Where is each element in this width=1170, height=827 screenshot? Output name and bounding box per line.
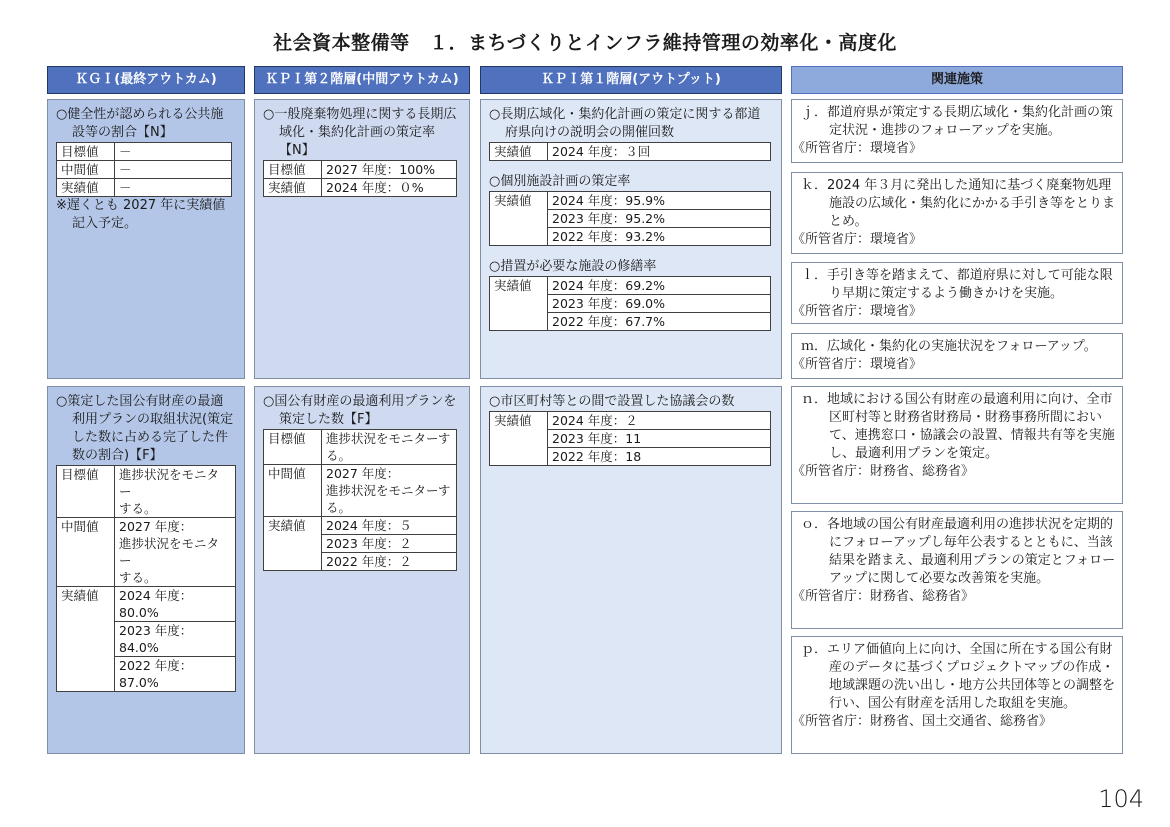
table-row — [264, 179, 457, 197]
related-measure-l — [791, 262, 1123, 324]
value-line: 進捗状況をモニターす — [326, 431, 451, 446]
related-measure-j — [791, 99, 1123, 163]
table-value: 2023 年度：２ — [322, 535, 457, 553]
row1-kpi1-item2-text: ○個別施設計画の策定率 — [489, 174, 631, 189]
row2-kgi-text: ○策定した国公有財産の最適利用プランの取組状況(策定した数に占める完了した件数の割合)【F】 — [56, 394, 234, 463]
value-line: する。 — [119, 570, 157, 585]
row2-kpi2-text: ○国公有財産の最適利用プランを策定した数【F】 — [263, 394, 457, 427]
row1-kpi1-item3-table — [489, 276, 771, 331]
related-measure-ministry: 《所管省庁：環境省》 — [792, 304, 923, 319]
row2-kpi1-table — [489, 411, 771, 466]
related-measure-n — [791, 386, 1123, 504]
table-row — [490, 143, 771, 161]
table-value: 2022 年度：93.2% — [548, 228, 771, 246]
table-row — [57, 161, 232, 179]
row1-kgi-note: ※遅くとも 2027 年に実績値記入予定。 — [56, 198, 226, 231]
row2-kpi1-text: ○市区町村等との間で設置した協議会の数 — [489, 394, 735, 409]
table-label: 実績値 — [490, 412, 548, 466]
value-line: 進捗状況をモニターす — [326, 483, 451, 498]
table-row — [264, 517, 457, 535]
related-measure-ministry: 《所管省庁：財務省、国土交通省、総務省》 — [792, 714, 1053, 729]
page-title: 社会資本整備等 １．まちづくりとインフラ維持管理の効率化・高度化 — [273, 32, 897, 54]
row2-kpi1-cell — [480, 386, 782, 754]
row1-kpi2-text: ○一般廃棄物処理に関する長期広域化・集約化計画の策定率【N】 — [263, 107, 457, 158]
value-line: 2027 年度： — [119, 519, 193, 534]
table-value — [115, 587, 236, 622]
related-measure-text: ｐ．エリア価値向上に向け、全国に所在する国公有財産のデータに基づくプロジェクトマップの作成・地域課題の洗い出し・地方公共団体等との調整を行い、国公有財産を活用した取組を実施。 — [801, 642, 1116, 711]
row2-kpi2-cell — [254, 386, 470, 754]
table-row — [57, 143, 232, 161]
table-label: 実績値 — [57, 587, 115, 692]
related-measure-ministry: 《所管省庁：環境省》 — [792, 357, 923, 372]
related-measure-o — [791, 511, 1123, 629]
table-label: 実績値 — [490, 277, 548, 331]
table-value: 2024 年度：２ — [548, 412, 771, 430]
table-value — [322, 430, 457, 465]
related-measure-text: ｍ．広域化・集約化の実施状況をフォローアップ。 — [801, 339, 1097, 354]
header-kpi1: ＫＰＩ第１階層(アウトプット) — [480, 66, 782, 94]
table-value — [115, 622, 236, 657]
row1-kpi1-item3-text: ○措置が必要な施設の修繕率 — [489, 259, 657, 274]
row1-kpi2-cell — [254, 99, 470, 379]
header-related: 関連施策 — [791, 66, 1123, 94]
related-measure-m — [791, 333, 1123, 379]
table-value: 2023 年度：69.0% — [548, 295, 771, 313]
table-value: － — [115, 143, 232, 161]
row1-kpi1-cell — [480, 99, 782, 379]
table-value — [322, 465, 457, 517]
header-kpi2: ＫＰＩ第２階層(中間アウトカム) — [254, 66, 470, 94]
row2-kpi2-table — [263, 429, 457, 571]
value-line: 87.0% — [119, 675, 159, 690]
table-value: 2024 年度：５ — [322, 517, 457, 535]
row1-kpi1-item2-table — [489, 191, 771, 246]
row2-kgi-cell — [47, 386, 245, 754]
table-value: 2023 年度：95.2% — [548, 210, 771, 228]
table-value — [115, 466, 236, 518]
table-label: 中間値 — [57, 518, 115, 587]
value-line: 進捗状況をモニター — [119, 467, 220, 499]
related-measure-k — [791, 172, 1123, 254]
header-kgi: ＫＧＩ(最終アウトカム) — [47, 66, 245, 94]
value-line: 2022 年度： — [119, 658, 193, 673]
table-value: － — [115, 179, 232, 197]
related-measure-text: ｌ．手引き等を踏まえて、都道府県に対して可能な限り早期に策定するよう働きかけを実施。 — [801, 268, 1113, 301]
related-measure-text: ｋ．2024 年３月に発出した通知に基づく廃棄物処理施設の広域化・集約化にかかる手引き等をとりまとめ。 — [801, 178, 1116, 229]
row1-kgi-text: ○健全性が認められる公共施設等の割合【N】 — [56, 107, 224, 140]
related-measure-p — [791, 636, 1123, 754]
value-line: る。 — [326, 500, 352, 515]
table-row — [57, 179, 232, 197]
table-row — [57, 587, 236, 622]
value-line: る。 — [326, 448, 352, 463]
table-value — [115, 518, 236, 587]
related-measure-ministry: 《所管省庁：環境省》 — [792, 141, 923, 156]
related-measure-text: ｊ．都道府県が策定する長期広域化・集約化計画の策定状況・進捗のフォローアップを実施。 — [801, 105, 1114, 138]
value-line: 2023 年度： — [119, 623, 193, 638]
table-value: 2027 年度：100% — [322, 161, 457, 179]
table-value: － — [115, 161, 232, 179]
table-label: 実績値 — [490, 143, 548, 161]
value-line: 2024 年度： — [119, 588, 193, 603]
table-value: 2024 年度：95.9% — [548, 192, 771, 210]
row1-kpi2-table — [263, 160, 457, 197]
value-line: 84.0% — [119, 640, 159, 655]
table-row — [264, 161, 457, 179]
table-label: 実績値 — [57, 179, 115, 197]
related-measure-ministry: 《所管省庁：財務省、総務省》 — [792, 464, 975, 479]
value-line: する。 — [119, 501, 157, 516]
table-row — [490, 277, 771, 295]
table-label: 実績値 — [264, 179, 322, 197]
table-row — [57, 466, 236, 518]
table-label: 目標値 — [57, 143, 115, 161]
table-row — [490, 412, 771, 430]
table-value: 2022 年度：67.7% — [548, 313, 771, 331]
related-measure-ministry: 《所管省庁：財務省、総務省》 — [792, 589, 975, 604]
table-value — [115, 657, 236, 692]
value-line: 2027 年度： — [326, 466, 400, 481]
row2-kgi-table — [56, 465, 236, 692]
page-number: 104 — [1098, 785, 1144, 813]
table-row — [57, 518, 236, 587]
row1-kpi1-item1-table — [489, 142, 771, 161]
table-value: 2024 年度：０% — [322, 179, 457, 197]
table-label: 中間値 — [264, 465, 322, 517]
row1-kgi-table — [56, 142, 232, 197]
table-label: 目標値 — [264, 161, 322, 179]
table-value: 2022 年度：18 — [548, 448, 771, 466]
related-measure-text: ｏ．各地域の国公有財産最適利用の進捗状況を定期的にフォローアップし毎年公表するとともに、当該結果を踏まえ、最適利用プランの策定とフォローアップに関して必要な改善策を実施。 — [801, 517, 1116, 586]
value-line: 進捗状況をモニター — [119, 536, 220, 568]
table-value: 2024 年度：69.2% — [548, 277, 771, 295]
table-value: 2023 年度：11 — [548, 430, 771, 448]
table-row — [264, 430, 457, 465]
row1-kpi1-item1-text: ○長期広域化・集約化計画の策定に関する都道府県向けの説明会の開催回数 — [489, 107, 761, 140]
table-value: 2024 年度：３回 — [548, 143, 771, 161]
table-label: 中間値 — [57, 161, 115, 179]
table-label: 目標値 — [264, 430, 322, 465]
table-label: 実績値 — [490, 192, 548, 246]
related-measure-ministry: 《所管省庁：環境省》 — [792, 232, 923, 247]
value-line: 80.0% — [119, 605, 159, 620]
table-value: 2022 年度：２ — [322, 553, 457, 571]
table-label: 実績値 — [264, 517, 322, 571]
table-row — [490, 192, 771, 210]
row1-kgi-cell — [47, 99, 245, 379]
related-measure-text: ｎ．地域における国公有財産の最適利用に向け、全市区町村等と財務省財務局・財務事務所間において、連携窓口・協議会の設置、情報共有等を実施し、最適利用プランを策定。 — [801, 392, 1115, 461]
table-label: 目標値 — [57, 466, 115, 518]
table-row — [264, 465, 457, 517]
